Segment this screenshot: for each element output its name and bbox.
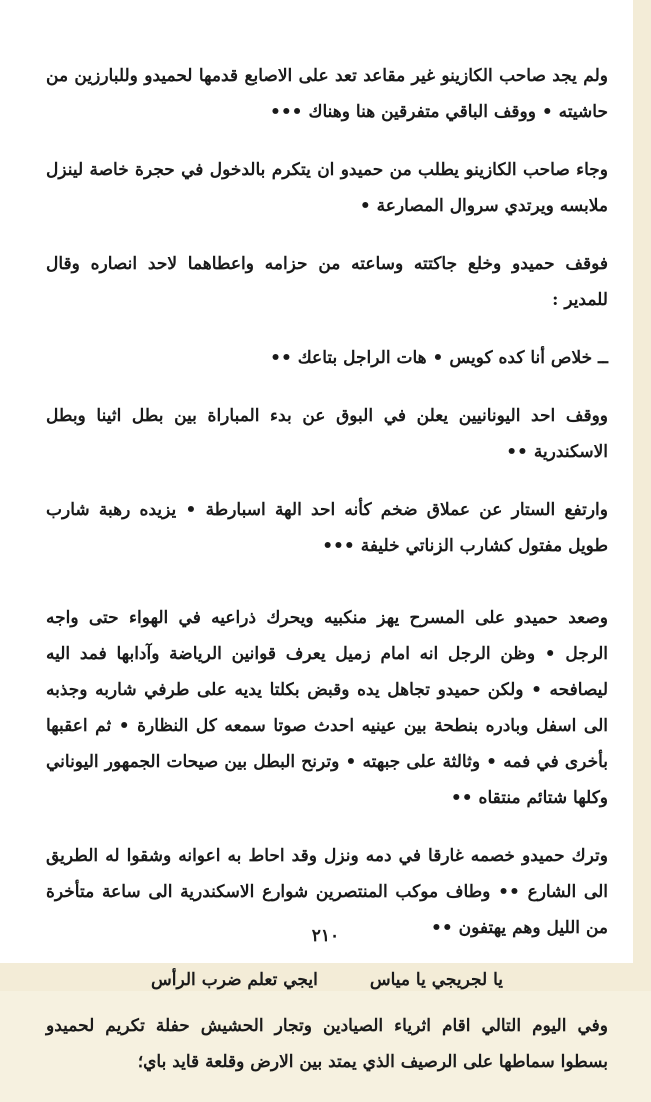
- paragraph: وفي اليوم التالي اقام اثرياء الصيادين وتجار الحشيش حفلة تكريم لحميدو بسطوا سماطها على الرصيف الذي يمتد بين الارض وقلعة قايد باي؛: [46, 1016, 608, 1072]
- page-number: ٢١٠: [311, 926, 340, 946]
- paragraph: وترك حميدو خصمه غارقا في دمه ونزل وقد احاط به اعوانه وشقوا له الطريق الى الشارع •• وطاف موكب المنتصرين شوارع الاسكندرية الى ساعة متأخرة من الليل وهم يهتفون ••: [46, 846, 608, 938]
- paragraph: وجاء صاحب الكازينو يطلب من حميدو ان يتكرم بالدخول في حجرة خاصة لينزل ملابسه ويرتدي سروال المصارعة •: [46, 160, 608, 216]
- chant-verse: [46, 962, 608, 998]
- paragraph: ولم يجد صاحب الكازينو غير مقاعد تعد على الاصابع قدمها لحميدو وللبارزين من حاشيته • ووقف الباقي متفرقين هنا وهناك •••: [46, 66, 608, 122]
- paragraph: وصعد حميدو على المسرح يهز منكبيه ويحرك ذراعيه في الهواء حتى واجه الرجل • وظن الرجل انه امام زميل يعرف قوانين الرياضة وآدابها فمد اليه ليصافحه • ولكن حميدو تجاهل يده وقبض بكلتا يديه على طرفي شاربه وجذبه الى اسفل وبادره بنطحة بين عينيه احدث صوتا سمعه كل النظارة • ثم اعقبها بأخرى في فمه • وثالثة على جبهته • وترنح البطل بين صيحات الجمهور اليوناني وكلها شتائم منتقاه ••: [46, 608, 608, 808]
- dialogue-line: ــ خلاص أنا كده كويس • هات الراجل بتاعك ••: [270, 348, 608, 368]
- paragraph: ووقف احد اليونانيين يعلن في البوق عن بدء المباراة بين بطل اثينا وبطل الاسكندرية ••: [46, 406, 608, 462]
- page-edge-right: [633, 0, 651, 991]
- verse-second-half: ايجي تعلم ضرب الرأس: [151, 970, 318, 990]
- verse-first-half: يا لجريجي يا مياس: [369, 970, 503, 990]
- paragraph: فوقف حميدو وخلع جاكتته وساعته من حزامه واعطاهما لاحد انصاره وقال للمدير :: [46, 254, 608, 310]
- paragraph: وارتفع الستار عن عملاق ضخم كأنه احد الهة اسبارطة • يزيده رهبة شارب طويل مفتول كشارب الزناتي خليفة •••: [46, 500, 608, 556]
